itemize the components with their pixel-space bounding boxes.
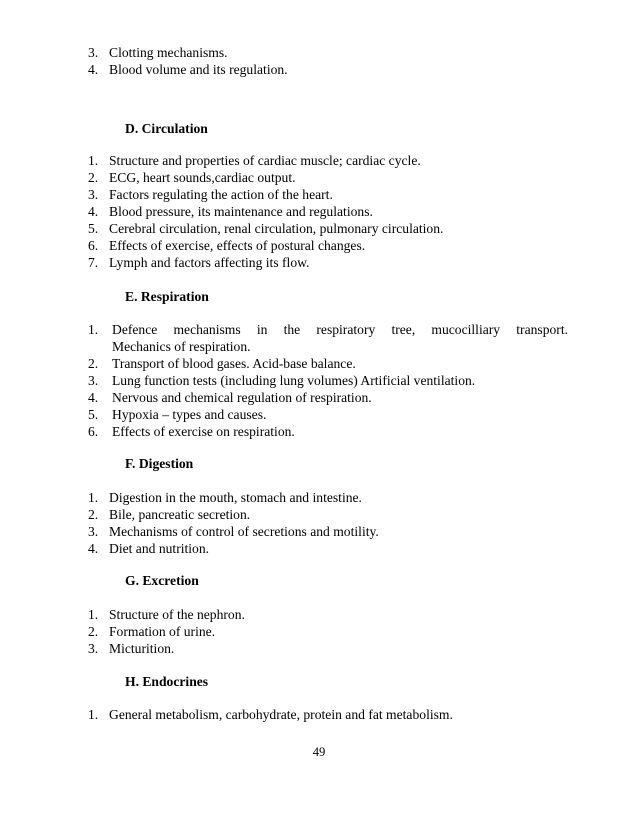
- section-heading: F. Digestion: [125, 456, 194, 471]
- item-text: Mechanisms of control of secretions and motility.: [109, 524, 379, 539]
- item-number: 1.: [88, 607, 99, 622]
- item-number: 5.: [88, 221, 99, 236]
- page-number: 49: [312, 745, 326, 759]
- item-text-continuation: Mechanics of respiration.: [112, 339, 251, 354]
- item-number: 4.: [88, 62, 99, 77]
- item-text: Factors regulating the action of the heart.: [109, 187, 333, 202]
- item-number: 1.: [88, 490, 99, 505]
- section-heading: G. Excretion: [125, 573, 199, 588]
- item-number: 6.: [88, 238, 99, 253]
- item-number: 1.: [88, 322, 99, 337]
- item-number: 1.: [88, 153, 99, 168]
- item-text: Nervous and chemical regulation of respiration.: [112, 390, 372, 405]
- item-text: Cerebral circulation, renal circulation, pulmonary circulation.: [109, 221, 444, 236]
- item-number: 2.: [88, 624, 99, 639]
- item-text: Lymph and factors affecting its flow.: [109, 255, 310, 270]
- item-text: Formation of urine.: [109, 624, 216, 639]
- section-heading: H. Endocrines: [125, 674, 209, 689]
- item-text: Digestion in the mouth, stomach and intestine.: [109, 490, 362, 505]
- item-number: 5.: [88, 407, 99, 422]
- item-number: 3.: [88, 373, 99, 388]
- item-number: 2.: [88, 507, 99, 522]
- section-heading: D. Circulation: [125, 121, 208, 136]
- item-text: Defence mechanisms in the respiratory tree, mucocilliary transport.: [112, 322, 568, 337]
- item-number: 1.: [88, 707, 99, 722]
- item-text: Structure of the nephron.: [109, 607, 245, 622]
- item-text: Structure and properties of cardiac muscle; cardiac cycle.: [109, 153, 421, 168]
- item-text: Effects of exercise, effects of postural changes.: [109, 238, 366, 253]
- item-number: 2.: [88, 356, 99, 371]
- item-number: 3.: [88, 524, 99, 539]
- item-number: 3.: [88, 45, 99, 60]
- item-number: 4.: [88, 390, 99, 405]
- item-text: Blood volume and its regulation.: [109, 62, 288, 77]
- item-text: Lung function tests (including lung volumes) Artificial ventilation.: [112, 373, 476, 388]
- item-number: 3.: [88, 641, 99, 656]
- item-text: Hypoxia – types and causes.: [112, 407, 267, 422]
- item-text: Effects of exercise on respiration.: [112, 424, 295, 439]
- item-text: Bile, pancreatic secretion.: [109, 507, 251, 522]
- item-text: Clotting mechanisms.: [109, 45, 228, 60]
- item-text: General metabolism, carbohydrate, protein and fat metabolism.: [109, 707, 453, 722]
- item-text: Transport of blood gases. Acid-base balance.: [112, 356, 356, 371]
- item-text: ECG, heart sounds,cardiac output.: [109, 170, 296, 185]
- item-text: Diet and nutrition.: [109, 541, 210, 556]
- section-heading: E. Respiration: [125, 289, 209, 304]
- item-number: 3.: [88, 187, 99, 202]
- item-text: Micturition.: [109, 641, 175, 656]
- item-number: 4.: [88, 541, 99, 556]
- item-number: 2.: [88, 170, 99, 185]
- item-number: 7.: [88, 255, 99, 270]
- item-number: 6.: [88, 424, 99, 439]
- item-text: Blood pressure, its maintenance and regulations.: [109, 204, 373, 219]
- item-number: 4.: [88, 204, 99, 219]
